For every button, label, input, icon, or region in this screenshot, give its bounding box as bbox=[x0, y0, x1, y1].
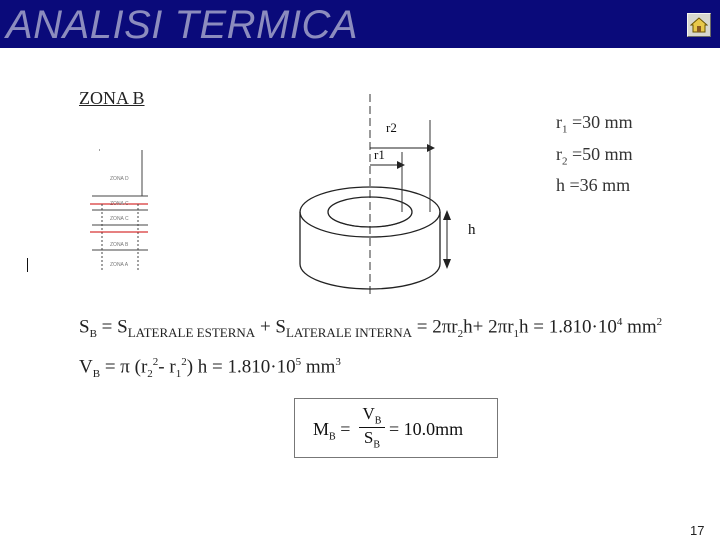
param-r1: $r_1 =30$ mm bbox=[556, 112, 633, 136]
r2-label: r2 bbox=[386, 120, 397, 135]
param-r2: $r_2 =50$ mm bbox=[556, 143, 633, 168]
surface-formula: $S_B = S_{LATERALE ESTERNA} + S_{LATERALE INTERNA} = 2\pi r_2h+ 2\pi r_1h = 1.810\cdot 10^4$ $mm^2$ bbox=[79, 316, 663, 341]
fraction-numerator: $V_B$ bbox=[359, 404, 385, 428]
parameters-list bbox=[556, 110, 633, 197]
section-diagram bbox=[84, 140, 164, 280]
volume-formula: $V_B = \pi$ ($r_2^2-$ $r_1^2$) $h = 1.810\cdot 10^5$ $mm^3$ bbox=[79, 356, 341, 381]
margin-mark bbox=[27, 258, 28, 272]
r1-label: r1 bbox=[374, 147, 385, 162]
h-label: h bbox=[468, 222, 476, 238]
result-lhs: $M_B$ = bbox=[313, 419, 351, 443]
slide-title: ANALISI TERMICA bbox=[6, 3, 359, 47]
section-label-4: ZONA B bbox=[110, 242, 129, 248]
home-icon bbox=[690, 16, 708, 34]
section-label-2: ZONA C bbox=[110, 201, 129, 207]
section-label-1: ZONA D bbox=[110, 176, 129, 182]
result-fraction bbox=[359, 404, 385, 451]
section-label-5: ZONA A bbox=[110, 262, 129, 268]
zone-title: ZONA B bbox=[79, 88, 145, 108]
page-number: 17 bbox=[690, 523, 705, 538]
result-formula-box bbox=[294, 398, 498, 458]
header-bar bbox=[0, 0, 720, 48]
result-value: = 10.0mm bbox=[389, 419, 464, 439]
fraction-denominator: $S_B$ bbox=[363, 428, 381, 451]
section-label-3: ZONA C bbox=[110, 216, 129, 222]
home-button[interactable] bbox=[687, 13, 711, 37]
param-h: h =36 mm bbox=[556, 175, 631, 196]
